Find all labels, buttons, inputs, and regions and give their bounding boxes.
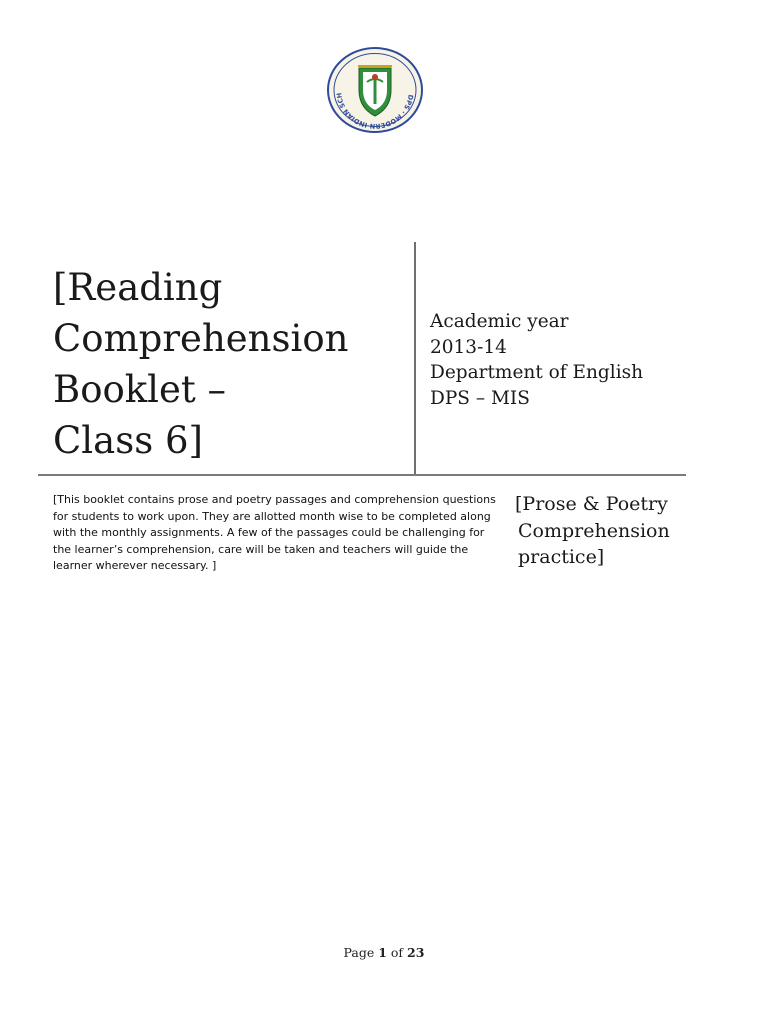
subtitle-line: practice]	[518, 546, 605, 568]
academic-info	[430, 309, 680, 411]
page-label: Page	[343, 945, 375, 960]
page-number: 1	[378, 945, 387, 960]
school-crest-icon	[325, 46, 425, 134]
subtitle-line: Comprehension	[518, 519, 670, 542]
academic-year-label: Academic year	[430, 311, 569, 332]
svg-text:DPS · MODERN INDIAN SCHOOL: DPS · MODERN INDIAN SCH	[335, 92, 415, 131]
department-name: Department of English	[430, 362, 644, 383]
school-name: DPS – MIS	[430, 387, 530, 409]
subtitle-line: [Prose & Poetry	[515, 493, 668, 515]
booklet-description: [This booklet contains prose and poetry passages and comprehension questions for students to work upon. They are allotted month wise to be completed along with the monthly assignments. A few of the passages could be challenging for the learner’s comprehension, care will be taken and teachers will guide the learner wherever necessary. ]	[53, 493, 496, 573]
page-total: 23	[407, 945, 425, 960]
of-label: of	[390, 945, 404, 960]
title-line: Class 6]	[53, 419, 203, 462]
booklet-title	[53, 262, 403, 466]
title-line: Comprehension	[53, 317, 349, 360]
title-line: Booklet –	[53, 368, 227, 411]
academic-year-value: 2013-14	[430, 336, 507, 358]
title-line: [Reading	[53, 266, 223, 309]
horizontal-divider	[38, 474, 686, 476]
vertical-divider	[414, 242, 416, 475]
school-crest-logo	[325, 46, 425, 134]
booklet-subtitle	[515, 491, 765, 571]
page-footer	[0, 945, 768, 960]
